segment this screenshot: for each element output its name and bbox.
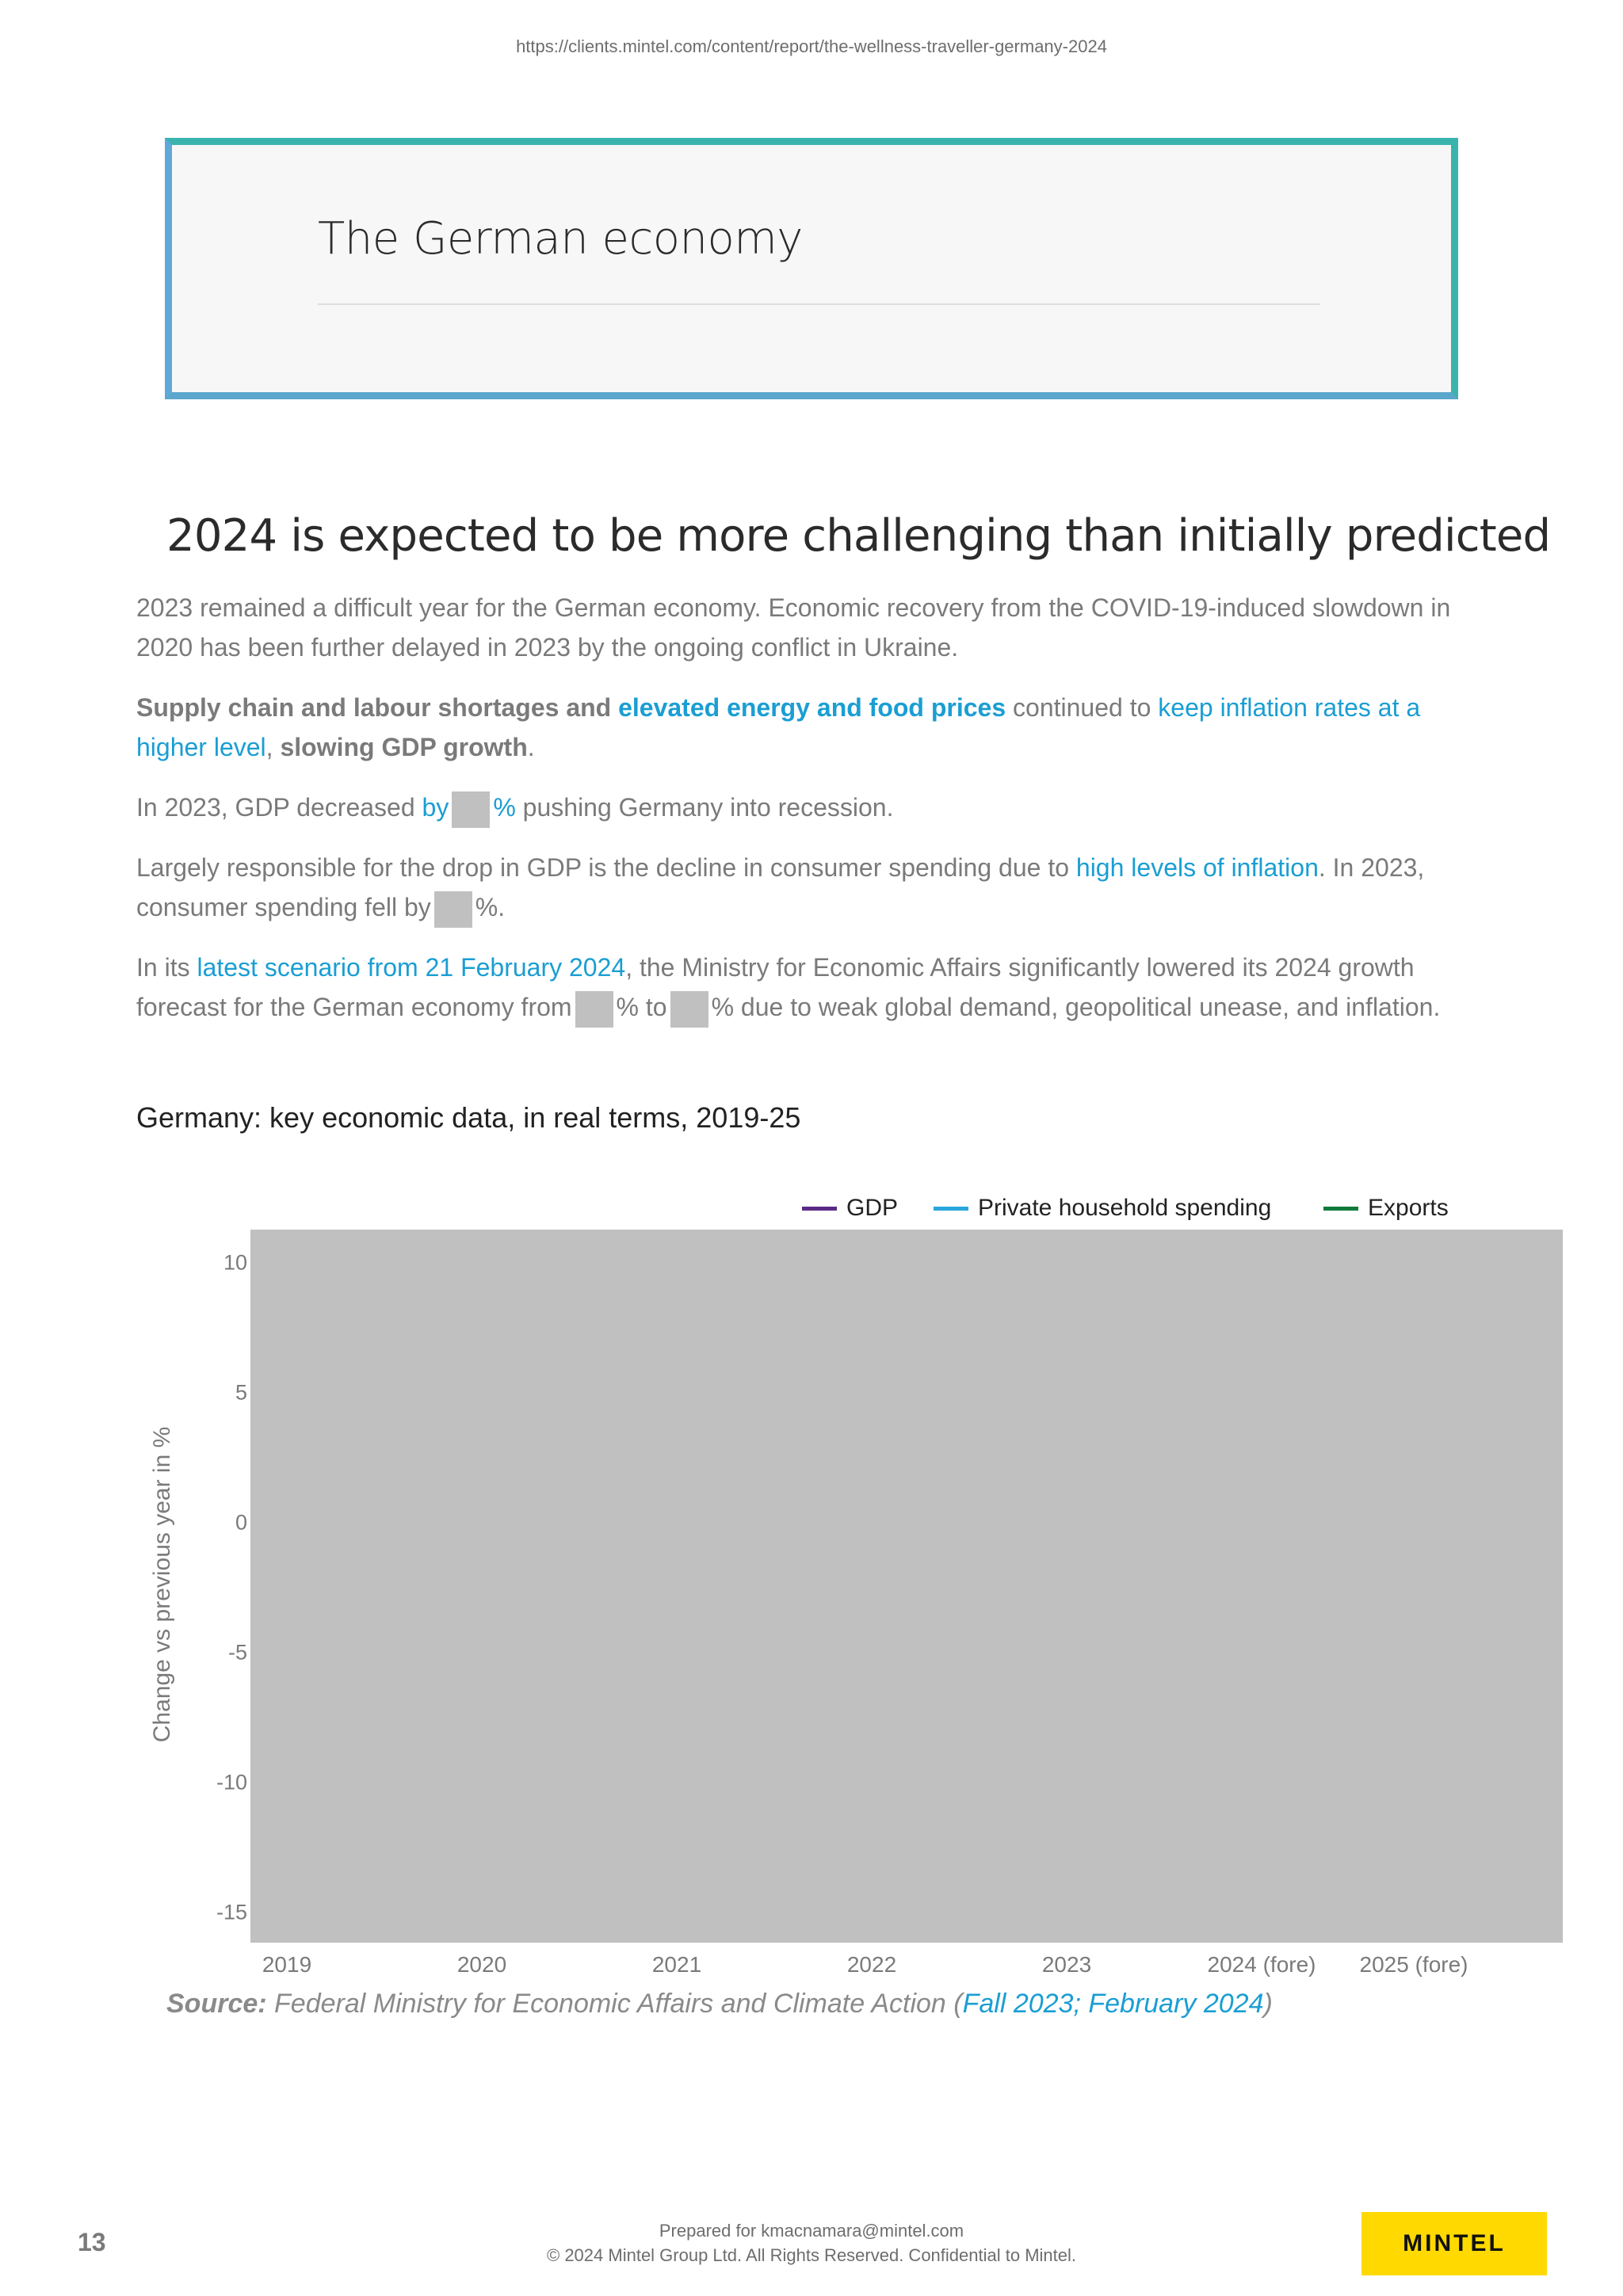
legend-swatch-exports — [1323, 1207, 1358, 1211]
link-gdp-by[interactable]: by — [422, 793, 449, 822]
link-energy-food-prices[interactable]: elevated energy and food prices — [618, 693, 1006, 722]
source-link[interactable]: Fall 2023; February 2024 — [962, 1989, 1264, 2019]
legend-item-household-spending — [934, 1195, 1271, 1222]
paragraph-forecast — [136, 948, 1484, 1028]
legend-item-gdp — [802, 1195, 898, 1222]
legend-label-household-spending: Private household spending — [978, 1195, 1272, 1221]
text: % to — [616, 993, 667, 1021]
chart-title: Germany: key economic data, in real terms, 2019-25 — [136, 1101, 801, 1134]
legend-label-gdp: GDP — [846, 1195, 899, 1221]
page-number: 13 — [78, 2228, 106, 2256]
redacted-value — [452, 791, 490, 828]
x-tick-label: 2019 — [262, 1952, 312, 1977]
source-close: ) — [1263, 1989, 1273, 2019]
chart-source — [166, 1989, 1273, 2019]
text: % due to weak global demand, geopolitical unease, and inflation. — [711, 993, 1441, 1021]
section-divider — [318, 303, 1320, 305]
section-title: The German economy — [318, 213, 803, 265]
x-tick-label: 2025 (fore) — [1359, 1952, 1468, 1977]
text: . — [527, 733, 535, 761]
y-tick-label: -10 — [216, 1770, 247, 1794]
report-url: https://clients.mintel.com/content/report/the-wellness-traveller-germany-2024 — [516, 36, 1107, 56]
y-tick-label: -15 — [216, 1900, 247, 1924]
text-bold: slowing GDP growth — [280, 733, 528, 761]
legend-swatch-gdp — [802, 1207, 837, 1211]
chart-plot-area-redacted — [250, 1230, 1563, 1943]
text: pushing Germany into recession. — [515, 793, 894, 822]
section-header-box — [165, 138, 1458, 399]
mintel-logo: MINTEL — [1361, 2212, 1547, 2275]
text: , — [265, 733, 281, 761]
source-text: Federal Ministry for Economic Affairs and Climate Action ( — [266, 1989, 963, 2019]
page-headline: 2024 is expected to be more challenging than initially predicted — [166, 510, 1551, 562]
text: , the Ministry for Economic Affairs significantly lowered its 2024 growth forecast for the German economy from — [136, 953, 1415, 1021]
link-inflation-levels[interactable]: high levels of inflation — [1075, 853, 1319, 882]
x-tick-label: 2021 — [651, 1952, 702, 1977]
text: In 2023, GDP decreased — [136, 793, 422, 822]
paragraph-supply-chain — [136, 688, 1484, 767]
y-tick-label: 5 — [235, 1380, 247, 1405]
footer-prepared-for: Prepared for kmacnamara@mintel.com — [659, 2221, 964, 2241]
text: In its — [136, 953, 197, 982]
link-latest-scenario[interactable]: latest scenario from 21 February 2024 — [197, 953, 626, 982]
link-inflation-rates[interactable]: keep inflation rates at a higher level — [136, 693, 1421, 761]
x-tick-label: 2022 — [846, 1952, 897, 1977]
redacted-value — [434, 891, 472, 928]
text-bold: Supply chain and labour shortages and — [136, 693, 619, 722]
paragraph-consumer-spending — [136, 848, 1484, 928]
legend-item-exports — [1323, 1195, 1449, 1222]
y-tick-label: 10 — [223, 1250, 247, 1275]
y-axis-label: Change vs previous year in % — [149, 1426, 175, 1743]
redacted-value — [670, 991, 708, 1028]
text: . In 2023, consumer spending fell by — [136, 853, 1425, 921]
redacted-value — [575, 991, 613, 1028]
source-label: Source: — [166, 1989, 267, 2019]
x-tick-label: 2020 — [456, 1952, 507, 1977]
text: Largely responsible for the drop in GDP is the decline in consumer spending due to — [136, 853, 1076, 882]
link-gdp-percent[interactable]: % — [493, 793, 516, 822]
legend-swatch-household-spending — [934, 1207, 968, 1211]
x-tick-label: 2023 — [1041, 1952, 1092, 1977]
legend-label-exports: Exports — [1368, 1195, 1449, 1221]
paragraph-gdp — [136, 788, 1484, 828]
paragraph-intro: 2023 remained a difficult year for the German economy. Economic recovery from the COVID-19-induced slowdown in 2020 has been further delayed in 2023 by the ongoing conflict in Ukraine. — [136, 593, 1451, 662]
y-tick-label: -5 — [227, 1640, 247, 1665]
text: %. — [475, 893, 506, 921]
text: continued to — [1006, 693, 1159, 722]
x-tick-label: 2024 (fore) — [1207, 1952, 1316, 1977]
y-tick-label: 0 — [235, 1510, 247, 1535]
footer-copyright: © 2024 Mintel Group Ltd. All Rights Reserved. Confidential to Mintel. — [547, 2245, 1076, 2265]
